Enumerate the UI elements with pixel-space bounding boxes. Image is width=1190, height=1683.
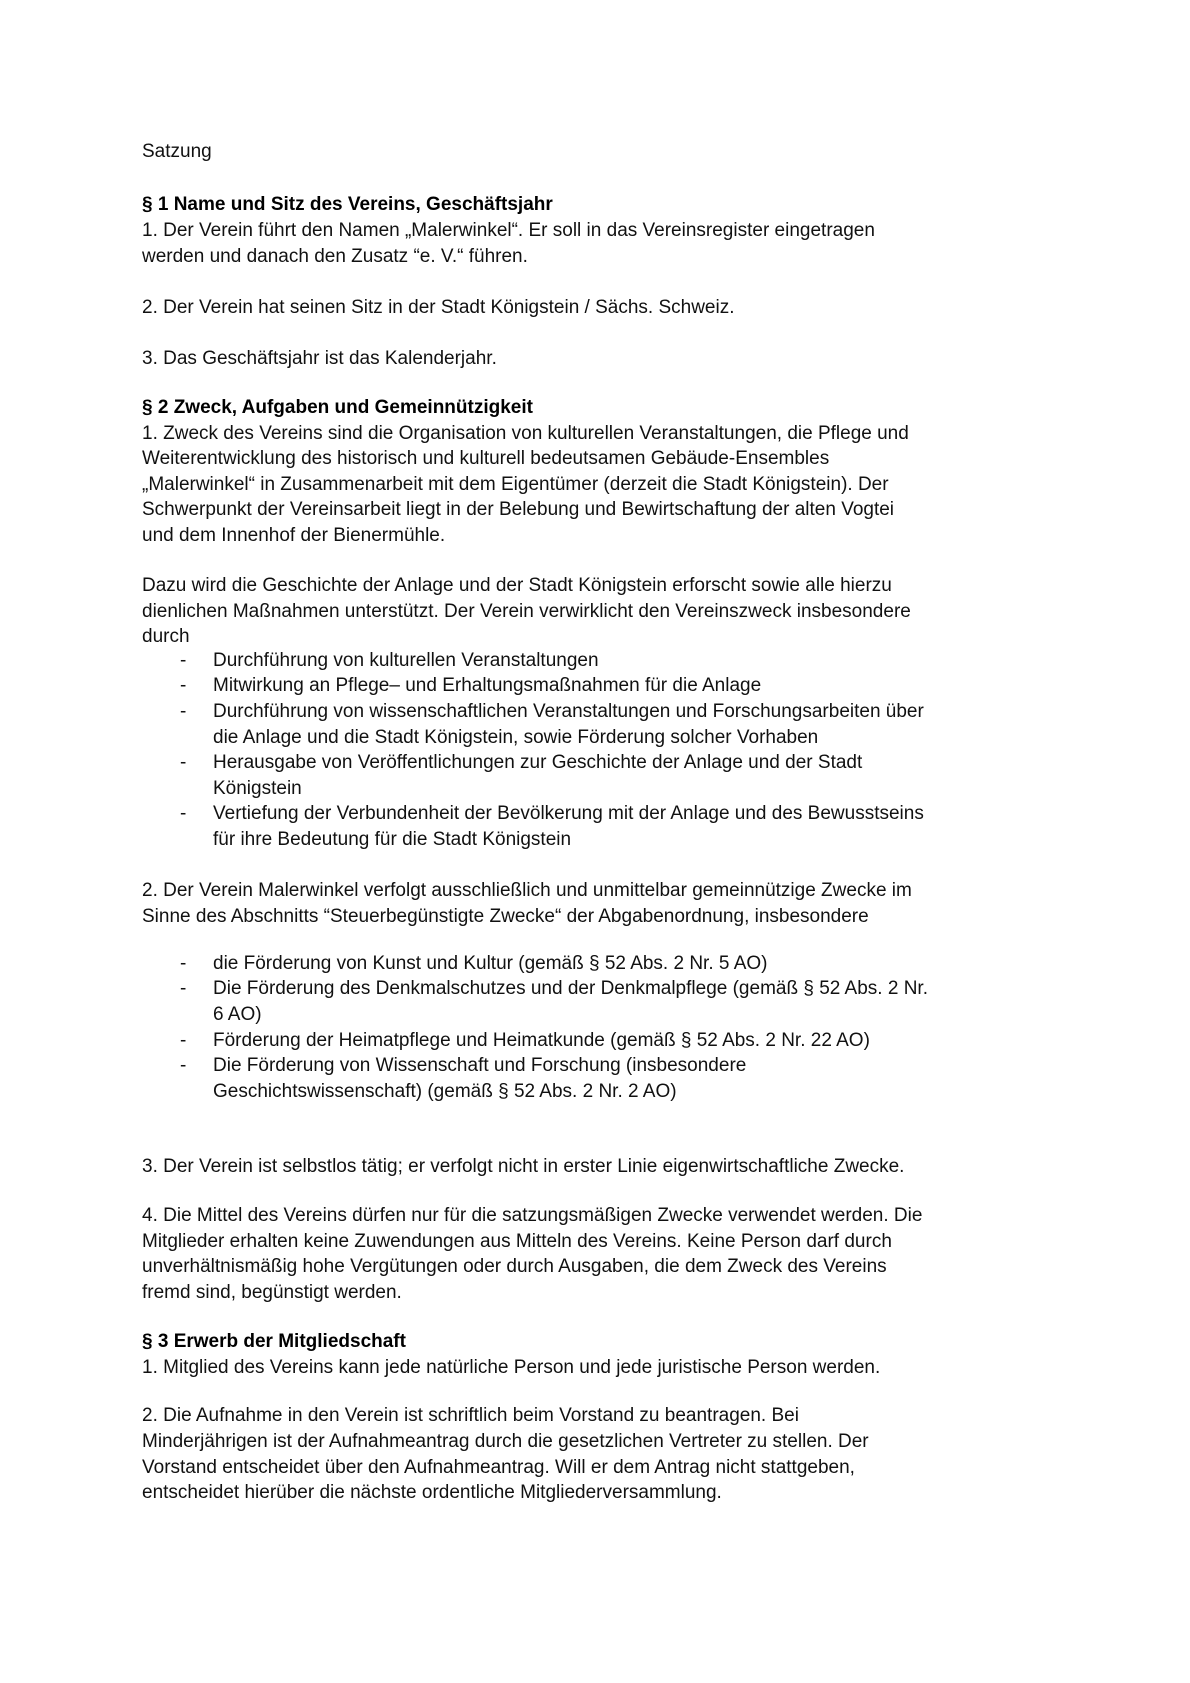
list-bullet: - bbox=[180, 701, 187, 722]
paragraph-line: werden und danach den Zusatz “e. V.“ führen. bbox=[142, 246, 528, 267]
list-bullet: - bbox=[180, 752, 187, 773]
list-bullet: - bbox=[180, 978, 187, 999]
paragraph-line: unverhältnismäßig hohe Vergütungen oder durch Ausgaben, die dem Zweck des Vereins bbox=[142, 1256, 887, 1277]
list-item: Durchführung von kulturellen Veranstaltungen bbox=[213, 650, 599, 671]
paragraph-line: 1. Der Verein führt den Namen „Malerwinkel“. Er soll in das Vereinsregister eingetragen bbox=[142, 220, 875, 241]
paragraph-line: 2. Die Aufnahme in den Verein ist schriftlich beim Vorstand zu beantragen. Bei bbox=[142, 1405, 799, 1426]
paragraph-line: 4. Die Mittel des Vereins dürfen nur für die satzungsmäßigen Zwecke verwendet werden. Die bbox=[142, 1205, 923, 1226]
list-bullet: - bbox=[180, 650, 187, 671]
paragraph-line: Schwerpunkt der Vereinsarbeit liegt in der Belebung und Bewirtschaftung der alten Vogtei bbox=[142, 499, 895, 520]
paragraph-line: fremd sind, begünstigt werden. bbox=[142, 1282, 402, 1303]
list-bullet: - bbox=[180, 803, 187, 824]
section-3-heading: § 3 Erwerb der Mitgliedschaft bbox=[142, 1331, 406, 1352]
paragraph-line: 1. Zweck des Vereins sind die Organisation von kulturellen Veranstaltungen, die Pflege und bbox=[142, 423, 909, 444]
list-bullet: - bbox=[180, 953, 187, 974]
paragraph-line: durch bbox=[142, 626, 190, 647]
paragraph-line: entscheidet hierüber die nächste ordentliche Mitgliederversammlung. bbox=[142, 1482, 722, 1503]
paragraph-line: Weiterentwicklung des historisch und kulturell bedeutsamen Gebäude-Ensembles bbox=[142, 448, 830, 469]
list-item: Mitwirkung an Pflege– und Erhaltungsmaßnahmen für die Anlage bbox=[213, 675, 762, 696]
list-item: Die Förderung von Wissenschaft und Forschung (insbesondere bbox=[213, 1055, 747, 1076]
paragraph-line: Sinne des Abschnitts “Steuerbegünstigte Zwecke“ der Abgabenordnung, insbesondere bbox=[142, 906, 869, 927]
list-item: Die Förderung des Denkmalschutzes und der Denkmalpflege (gemäß § 52 Abs. 2 Nr. bbox=[213, 978, 928, 999]
paragraph-line: und dem Innenhof der Bienermühle. bbox=[142, 525, 446, 546]
list-item-continuation: 6 AO) bbox=[213, 1004, 262, 1025]
paragraph-line: Vorstand entscheidet über den Aufnahmeantrag. Will er dem Antrag nicht stattgeben, bbox=[142, 1457, 855, 1478]
paragraph-line: 1. Mitglied des Vereins kann jede natürliche Person und jede juristische Person werden. bbox=[142, 1357, 881, 1378]
section-1-heading: § 1 Name und Sitz des Vereins, Geschäftsjahr bbox=[142, 194, 553, 215]
paragraph-line: Mitglieder erhalten keine Zuwendungen aus Mitteln des Vereins. Keine Person darf durch bbox=[142, 1231, 892, 1252]
paragraph-line: 2. Der Verein Malerwinkel verfolgt ausschließlich und unmittelbar gemeinnützige Zwecke im bbox=[142, 880, 912, 901]
paragraph-line: 3. Das Geschäftsjahr ist das Kalenderjahr. bbox=[142, 348, 497, 369]
paragraph-line: „Malerwinkel“ in Zusammenarbeit mit dem Eigentümer (derzeit die Stadt Königstein). Der bbox=[142, 474, 889, 495]
paragraph-line: Dazu wird die Geschichte der Anlage und der Stadt Königstein erforscht sowie alle hierzu bbox=[142, 575, 892, 596]
paragraph-line: 3. Der Verein ist selbstlos tätig; er verfolgt nicht in erster Linie eigenwirtschaftliche Zwecke. bbox=[142, 1156, 905, 1177]
list-item: Herausgabe von Veröffentlichungen zur Geschichte der Anlage und der Stadt bbox=[213, 752, 863, 773]
list-bullet: - bbox=[180, 675, 187, 696]
list-item-continuation: für ihre Bedeutung für die Stadt Königstein bbox=[213, 829, 572, 850]
list-item: Vertiefung der Verbundenheit der Bevölkerung mit der Anlage und des Bewusstseins bbox=[213, 803, 924, 824]
paragraph-line: dienlichen Maßnahmen unterstützt. Der Verein verwirklicht den Vereinszweck insbesondere bbox=[142, 601, 911, 622]
document-title: Satzung bbox=[142, 141, 212, 162]
list-item-continuation: Geschichtswissenschaft) (gemäß § 52 Abs. 2 Nr. 2 AO) bbox=[213, 1081, 677, 1102]
paragraph-line: Minderjährigen ist der Aufnahmeantrag durch die gesetzlichen Vertreter zu stellen. Der bbox=[142, 1431, 869, 1452]
list-bullet: - bbox=[180, 1030, 187, 1051]
list-item-continuation: die Anlage und die Stadt Königstein, sowie Förderung solcher Vorhaben bbox=[213, 727, 819, 748]
list-item: Durchführung von wissenschaftlichen Veranstaltungen und Forschungsarbeiten über bbox=[213, 701, 924, 722]
paragraph-line: 2. Der Verein hat seinen Sitz in der Stadt Königstein / Sächs. Schweiz. bbox=[142, 297, 735, 318]
list-item: die Förderung von Kunst und Kultur (gemäß § 52 Abs. 2 Nr. 5 AO) bbox=[213, 953, 768, 974]
list-bullet: - bbox=[180, 1055, 187, 1076]
section-2-heading: § 2 Zweck, Aufgaben und Gemeinnützigkeit bbox=[142, 397, 533, 418]
list-item-continuation: Königstein bbox=[213, 778, 302, 799]
list-item: Förderung der Heimatpflege und Heimatkunde (gemäß § 52 Abs. 2 Nr. 22 AO) bbox=[213, 1030, 870, 1051]
